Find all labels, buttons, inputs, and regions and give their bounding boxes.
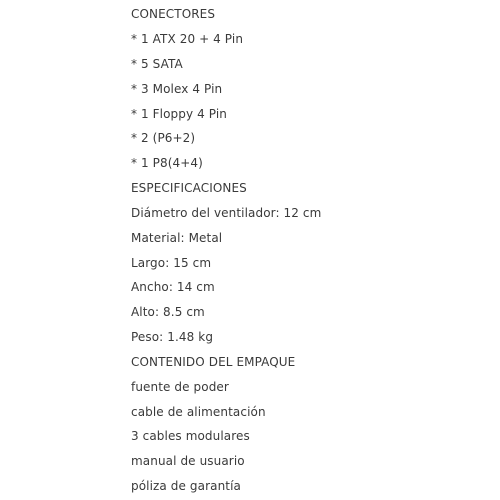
list-item: * 2 (P6+2) xyxy=(131,131,196,145)
list-item: fuente de poder xyxy=(131,380,229,394)
section-heading-conectores: CONECTORES xyxy=(131,7,216,21)
list-item: * 1 ATX 20 + 4 Pin xyxy=(131,32,244,46)
section-heading-especificaciones: ESPECIFICACIONES xyxy=(131,181,247,195)
list-item: * 3 Molex 4 Pin xyxy=(131,82,223,96)
list-item: póliza de garantía xyxy=(131,479,241,493)
list-item: Peso: 1.48 kg xyxy=(131,330,214,344)
list-item: * 1 P8(4+4) xyxy=(131,156,203,170)
list-item: Alto: 8.5 cm xyxy=(131,305,205,319)
list-item: * 5 SATA xyxy=(131,57,183,71)
list-item: manual de usuario xyxy=(131,454,245,468)
list-item: * 1 Floppy 4 Pin xyxy=(131,107,227,121)
list-item: Largo: 15 cm xyxy=(131,256,212,270)
section-heading-contenido-del-empaque: CONTENIDO DEL EMPAQUE xyxy=(131,355,296,369)
list-item: Ancho: 14 cm xyxy=(131,280,215,294)
list-item: Material: Metal xyxy=(131,231,223,245)
list-item: Diámetro del ventilador: 12 cm xyxy=(131,206,322,220)
list-item: cable de alimentación xyxy=(131,405,266,419)
list-item: 3 cables modulares xyxy=(131,429,250,443)
